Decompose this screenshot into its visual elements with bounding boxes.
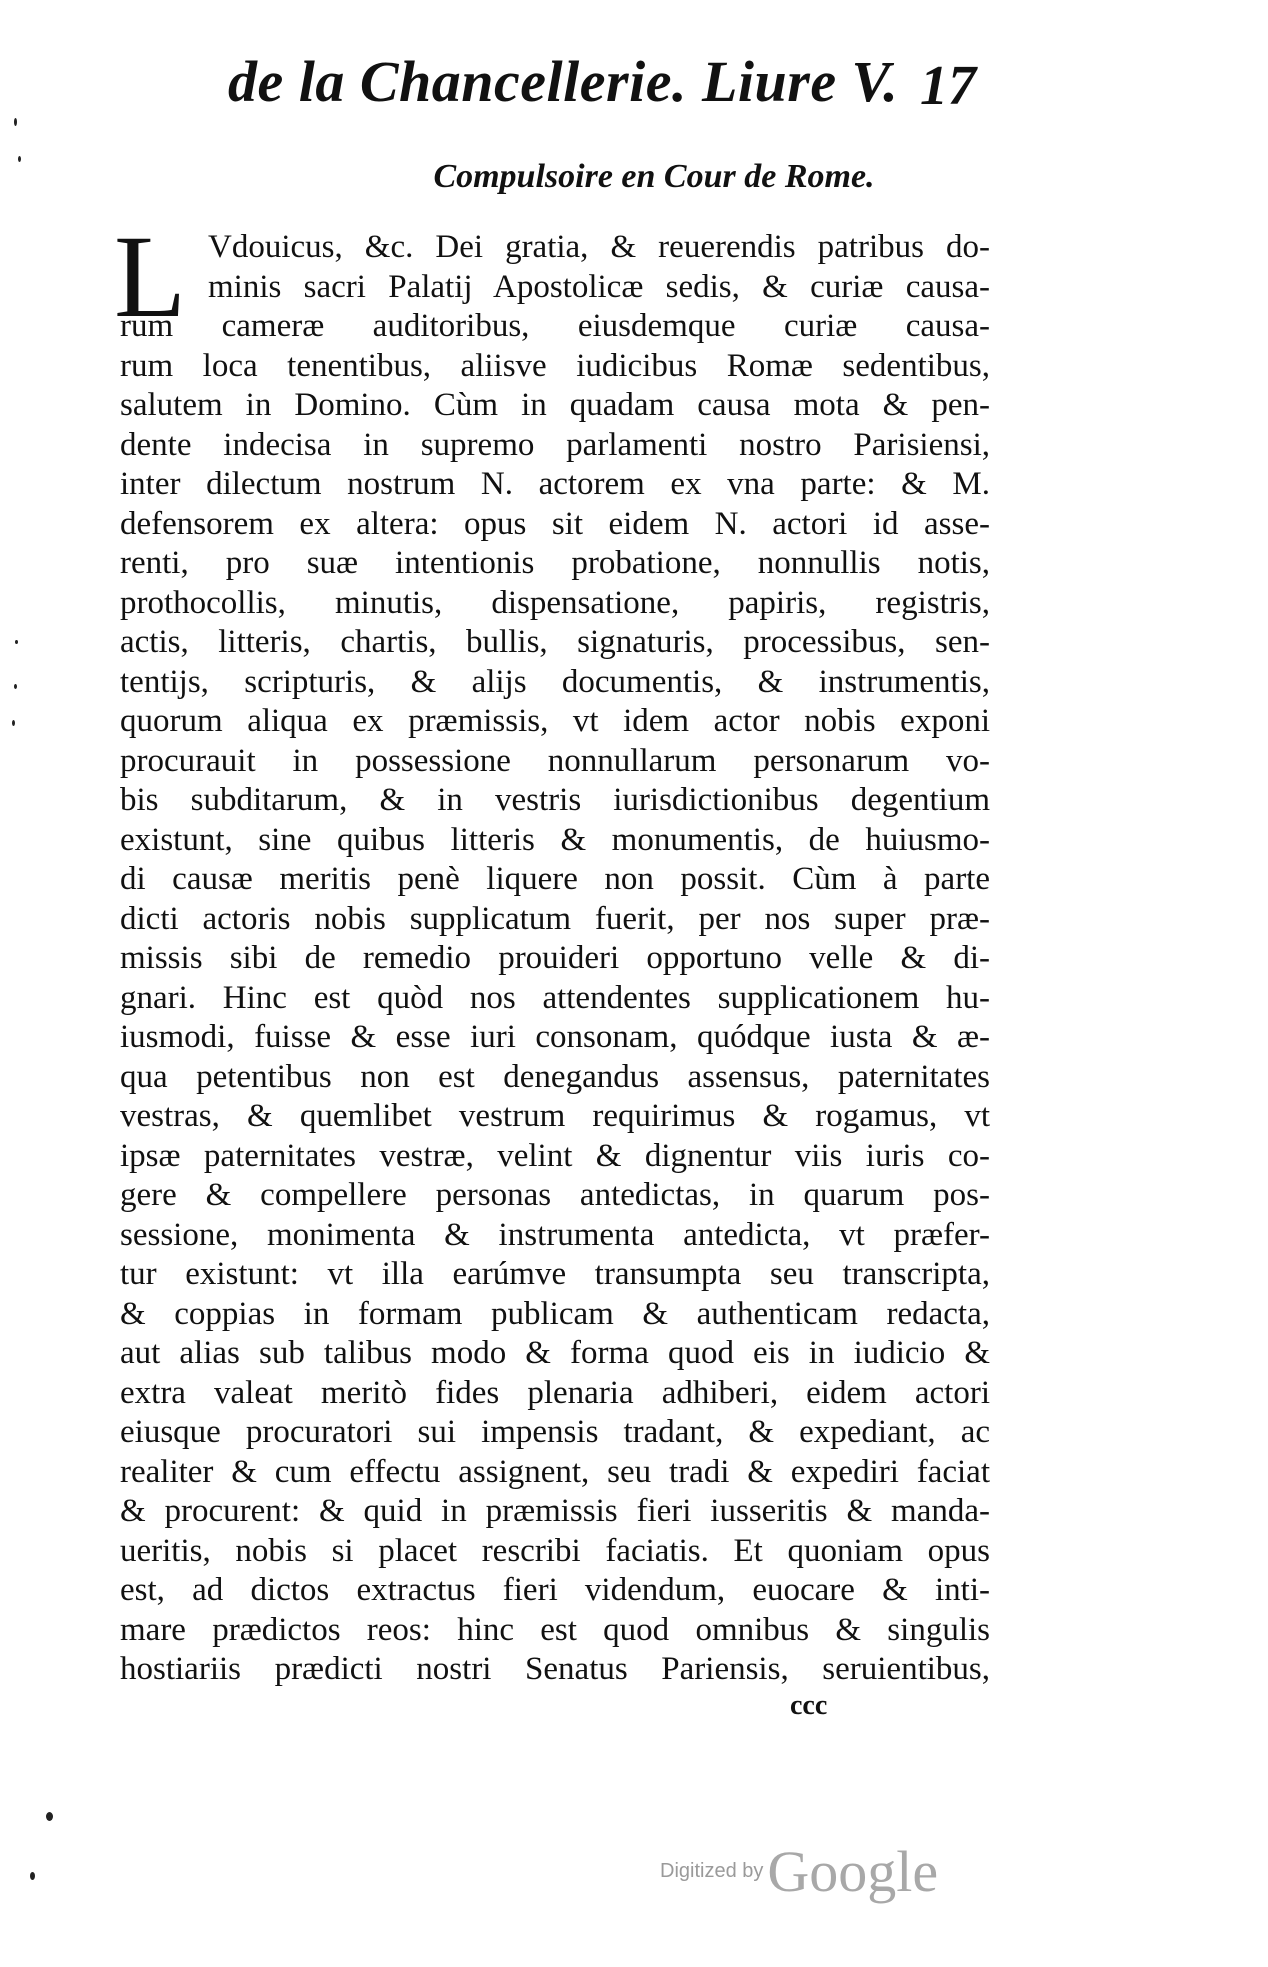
text-line: gere & compellere personas antedictas, in quarum pos- xyxy=(120,1177,990,1213)
text-line: extra valeat meritò fides plenaria adhiberi, eidem actori xyxy=(120,1374,990,1411)
section-title: Compulsoire en Cour de Rome. xyxy=(433,158,875,195)
text-line: aut alias sub talibus modo & forma quod eis in iudicio & xyxy=(120,1335,990,1371)
scan-speck xyxy=(30,1872,35,1880)
scan-speck xyxy=(18,156,21,162)
body-text xyxy=(114,211,990,1690)
text-line: sessione, monimenta & instrumenta antedicta, vt præfer- xyxy=(120,1216,990,1253)
page-number: 17 xyxy=(920,55,976,117)
text-line: & procurent: & quid in præmissis fieri iusseritis & manda- xyxy=(120,1493,990,1529)
catchword: ccc xyxy=(790,1690,828,1721)
text-line: vestras, & quemlibet vestrum requirimus & rogamus, vt xyxy=(120,1098,990,1134)
text-line: existunt, sine quibus litteris & monumentis, de huiusmo- xyxy=(120,821,990,858)
text-line xyxy=(120,268,990,308)
text-line: mare prædictos reos: hinc est quod omnibus & singulis xyxy=(120,1611,990,1648)
text-line: actis, litteris, chartis, bullis, signaturis, processibus, sen- xyxy=(120,624,990,660)
text-line: missis sibi de remedio prouideri opportuno velle & di- xyxy=(120,940,990,976)
scan-speck xyxy=(14,684,17,689)
text-line: eiusque procuratori sui impensis tradant, & expediant, ac xyxy=(120,1414,990,1450)
text-line: inter dilectum nostrum N. actorem ex vna parte: & M. xyxy=(120,466,990,502)
google-logo: Google xyxy=(767,1839,939,1904)
text-line: renti, pro suæ intentionis probatione, nonnullis notis, xyxy=(120,545,990,581)
scan-speck xyxy=(12,720,15,726)
text-line: salutem in Domino. Cùm in quadam causa mota & pen- xyxy=(120,387,990,423)
text-line: hostiariis prædicti nostri Senatus Pariensis, seruientibus, xyxy=(120,1651,990,1687)
text-line: dente indecisa in supremo parlamenti nostro Parisiensi, xyxy=(120,426,990,463)
text-line: gnari. Hinc est quòd nos attendentes supplicationem hu- xyxy=(120,979,990,1016)
scan-speck xyxy=(14,118,17,126)
text-line: ipsæ paternitates vestræ, velint & dignentur viis iuris co- xyxy=(120,1137,990,1174)
text-line: dicti actoris nobis supplicatum fuerit, per nos super præ- xyxy=(120,900,990,937)
text-line-content: Vdouicus, &c. Dei gratia, & reuerendis patribus do- xyxy=(208,229,990,265)
text-line: tur existunt: vt illa earúmve transumpta seu transcripta, xyxy=(120,1256,990,1292)
text-line: iusmodi, fuisse & esse iuri consonam, quódque iusta & æ- xyxy=(120,1019,990,1055)
text-line: prothocollis, minutis, dispensatione, papiris, registris, xyxy=(120,584,990,621)
text-line: rum cameræ auditoribus, eiusdemque curiæ causa- xyxy=(120,308,990,344)
drop-cap: L xyxy=(114,211,187,342)
text-line: di causæ meritis penè liquere non possit. Cùm à parte xyxy=(120,861,990,897)
running-head: de la Chancellerie. Liure V. xyxy=(228,49,899,114)
text-line: defensorem ex altera: opus sit eidem N. actori id asse- xyxy=(120,505,990,542)
text-line-content: minis sacri Palatij Apostolicæ sedis, & curiæ causa- xyxy=(208,268,990,305)
text-line: ueritis, nobis si placet rescribi faciatis. Et quoniam opus xyxy=(120,1532,990,1569)
text-line: tentijs, scripturis, & alijs documentis, & instrumentis, xyxy=(120,663,990,700)
text-line: procurauit in possessione nonnullarum personarum vo- xyxy=(120,742,990,779)
scan-speck xyxy=(46,1812,53,1821)
digitized-by-google-watermark xyxy=(660,1838,938,1905)
text-line: rum loca tenentibus, aliisve iudicibus Romæ sedentibus, xyxy=(120,347,990,384)
text-line: qua petentibus non est denegandus assensus, paternitates xyxy=(120,1058,990,1095)
text-line: quorum aliqua ex præmissis, vt idem actor nobis exponi xyxy=(120,703,990,739)
text-line: bis subditarum, & in vestris iurisdictionibus degentium xyxy=(120,782,990,818)
text-line: & coppias in formam publicam & authenticam redacta, xyxy=(120,1295,990,1332)
text-line: est, ad dictos extractus fieri videndum, euocare & inti- xyxy=(120,1572,990,1608)
scan-speck xyxy=(15,640,18,644)
text-line: realiter & cum effectu assignent, seu tradi & expediri faciat xyxy=(120,1453,990,1490)
watermark-prefix: Digitized by xyxy=(660,1860,764,1882)
